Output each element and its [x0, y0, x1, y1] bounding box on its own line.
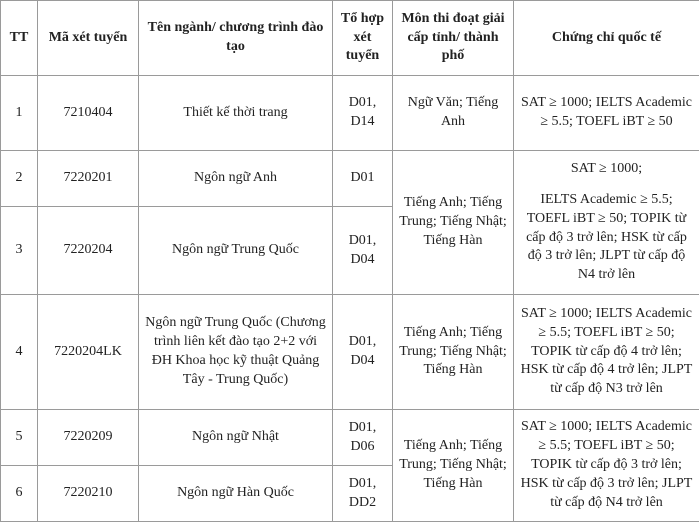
- table-row: [1, 151, 699, 207]
- cell-cert: SAT ≥ 1000; IELTS Academic ≥ 5.5; TOEFL iBT ≥ 50: [514, 76, 699, 151]
- cell-program: Ngôn ngữ Trung Quốc: [139, 207, 333, 295]
- cell-code: 7220204: [38, 207, 139, 295]
- cell-tt: 6: [1, 466, 38, 522]
- table-row: [1, 410, 699, 466]
- cell-combo: D01, D04: [333, 207, 393, 295]
- cell-code: 7220204LK: [38, 295, 139, 410]
- table-row: [1, 76, 699, 151]
- cell-subject: Tiếng Anh; Tiếng Trung; Tiếng Nhật; Tiếng Hàn: [393, 295, 514, 410]
- cell-combo: D01, DD2: [333, 466, 393, 522]
- header-tt: TT: [1, 1, 38, 76]
- cell-subject-group-5-6: Tiếng Anh; Tiếng Trung; Tiếng Nhật; Tiếng Hàn: [393, 410, 514, 522]
- cell-code: 7210404: [38, 76, 139, 151]
- cell-program: Ngôn ngữ Hàn Quốc: [139, 466, 333, 522]
- cell-tt: 4: [1, 295, 38, 410]
- header-code: Mã xét tuyển: [38, 1, 139, 76]
- cell-cert-group-2-3: [514, 151, 699, 295]
- cell-cert: SAT ≥ 1000; IELTS Academic ≥ 5.5; TOEFL iBT ≥ 50; TOPIK từ cấp độ 4 trở lên; HSK từ cấp độ 4 trở lên; JLPT từ cấp độ N3 trở lên: [514, 295, 699, 410]
- cell-program: Ngôn ngữ Trung Quốc (Chương trình liên kết đào tạo 2+2 với ĐH Khoa học kỹ thuật Quảng Tây - Trung Quốc): [139, 295, 333, 410]
- cell-program: Ngôn ngữ Nhật: [139, 410, 333, 466]
- cert-line-1: SAT ≥ 1000;: [570, 160, 643, 176]
- cell-subject: Ngữ Văn; Tiếng Anh: [393, 76, 514, 151]
- cell-subject-group-2-3: Tiếng Anh; Tiếng Trung; Tiếng Nhật; Tiếng Hàn: [393, 151, 514, 295]
- header-combo: Tổ hợp xét tuyển: [333, 1, 393, 76]
- table-row: [1, 295, 699, 410]
- cell-combo: D01, D14: [333, 76, 393, 151]
- header-program: Tên ngành/ chương trình đào tạo: [139, 1, 333, 76]
- cell-tt: 3: [1, 207, 38, 295]
- cell-program: Ngôn ngữ Anh: [139, 151, 333, 207]
- cell-tt: 1: [1, 76, 38, 151]
- cell-cert-group-5-6: SAT ≥ 1000; IELTS Academic ≥ 5.5; TOEFL iBT ≥ 50; TOPIK từ cấp độ 3 trở lên; HSK từ cấp độ 3 trở lên; JLPT từ cấp độ N4 trở lên: [514, 410, 699, 522]
- header-subject: Môn thi đoạt giải cấp tỉnh/ thành phố: [393, 1, 514, 76]
- cell-code: 7220201: [38, 151, 139, 207]
- header-row: [1, 1, 699, 76]
- cell-combo: D01, D04: [333, 295, 393, 410]
- cell-program: Thiết kế thời trang: [139, 76, 333, 151]
- header-cert: Chứng chỉ quốc tế: [514, 1, 699, 76]
- cell-combo: D01, D06: [333, 410, 393, 466]
- cert-line-2: IELTS Academic ≥ 5.5; TOEFL iBT ≥ 50; TOPIK từ cấp độ 3 trở lên; HSK từ cấp độ 3 trở lên; JLPT từ cấp độ N4 trở lên: [526, 191, 687, 283]
- cell-combo: D01: [333, 151, 393, 207]
- cell-code: 7220210: [38, 466, 139, 522]
- cell-code: 7220209: [38, 410, 139, 466]
- cell-tt: 2: [1, 151, 38, 207]
- cell-tt: 5: [1, 410, 38, 466]
